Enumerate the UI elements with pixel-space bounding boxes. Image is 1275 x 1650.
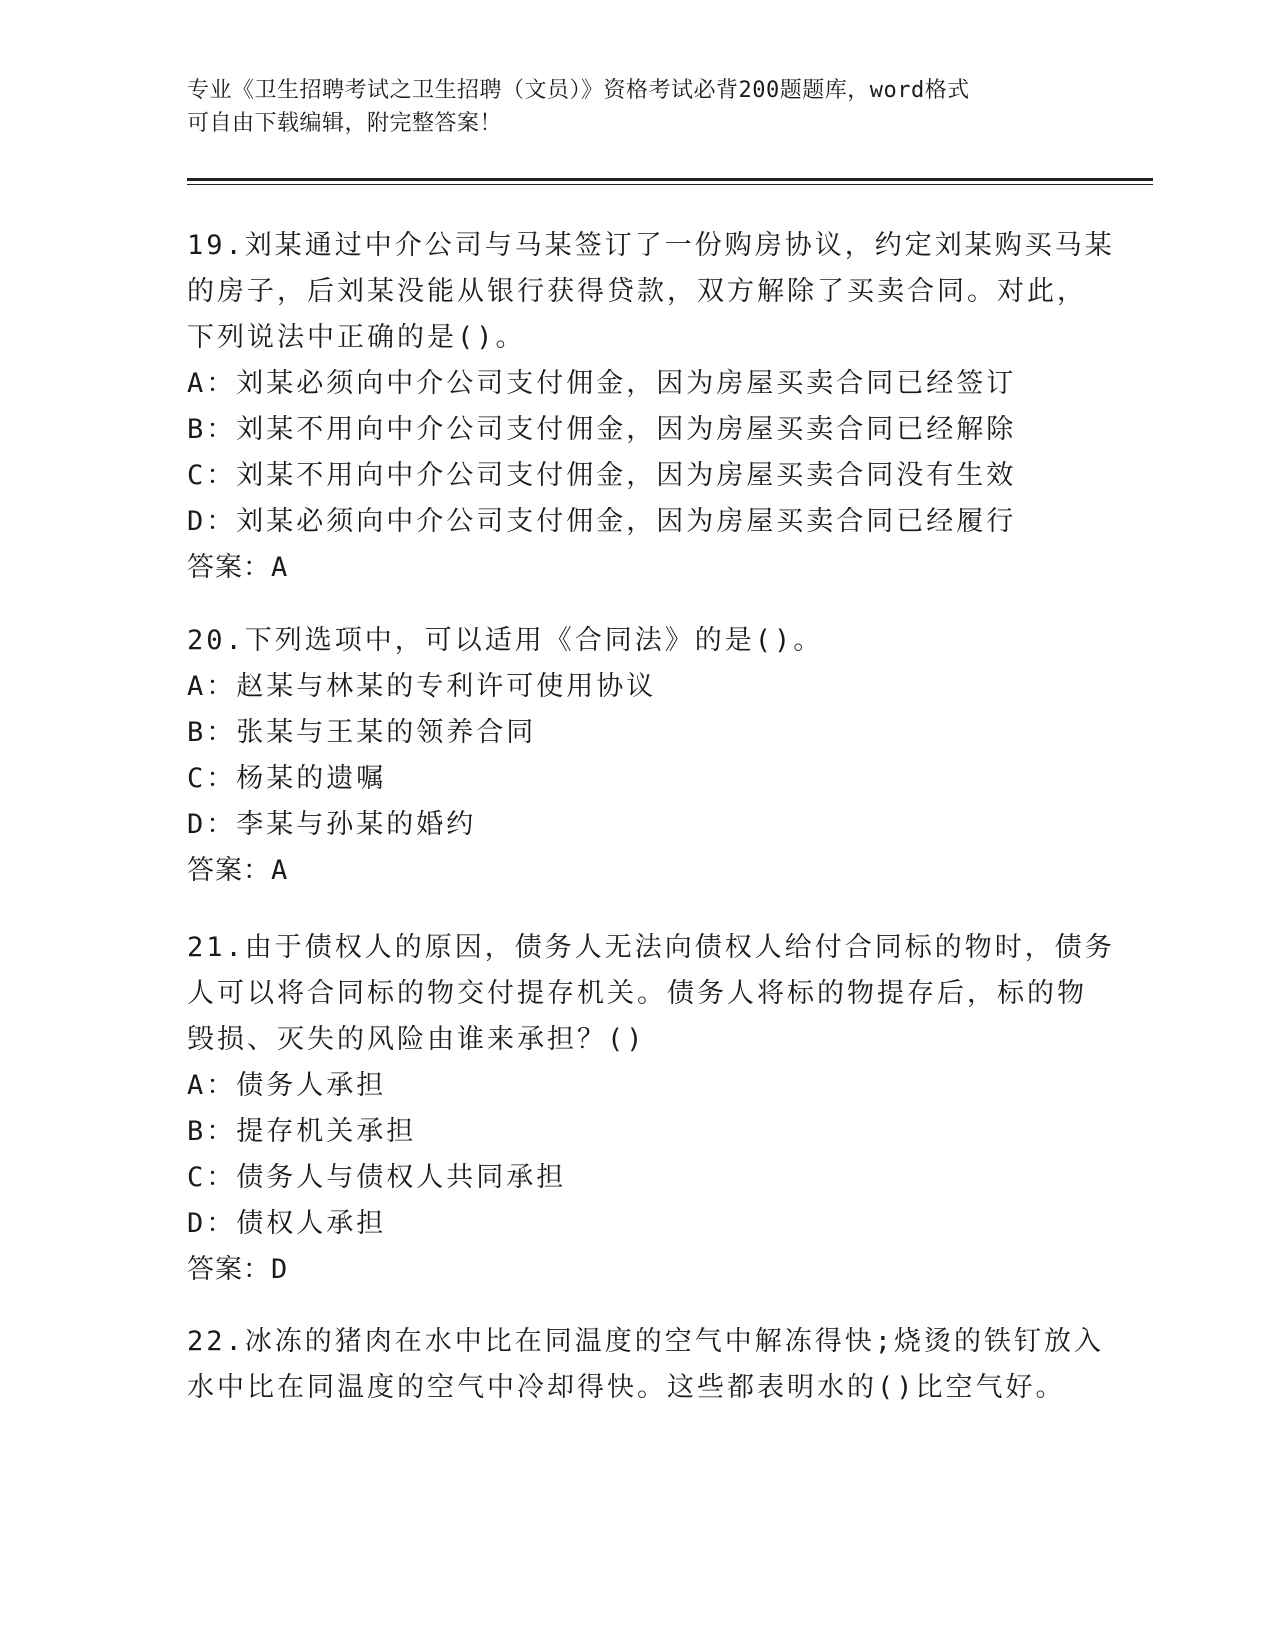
document-header (187, 74, 1077, 140)
question-22 (187, 1319, 1105, 1411)
question-20 (187, 618, 1087, 894)
answer-line: 答案：D (187, 1254, 289, 1285)
option-b: B：张某与王某的领养合同 (187, 717, 537, 748)
question-text-line: 20.下列选项中，可以适用《合同法》的是()。 (187, 625, 824, 656)
option-a: A：债务人承担 (187, 1070, 387, 1101)
header-line-1: 专业《卫生招聘考试之卫生招聘（文员）》资格考试必背200题题库，word格式 (187, 78, 970, 103)
header-line-2: 可自由下载编辑，附完整答案！ (187, 111, 503, 136)
question-text-line: 22.冰冻的猪肉在水中比在同温度的空气中解冻得快;烧烫的铁钉放入 (187, 1326, 1105, 1357)
option-c: C：债务人与债权人共同承担 (187, 1162, 567, 1193)
option-a: A：赵某与林某的专利许可使用协议 (187, 671, 657, 702)
header-divider-thin (187, 184, 1153, 185)
option-b: B：刘某不用向中介公司支付佣金，因为房屋买卖合同已经解除 (187, 414, 1017, 445)
question-19 (187, 223, 1115, 591)
question-text-line: 下列说法中正确的是()。 (187, 322, 526, 353)
question-text-line: 21.由于债权人的原因，债务人无法向债权人给付合同标的物时，债务 (187, 932, 1115, 963)
question-text-line: 毁损、灭失的风险由谁来承担？() (187, 1024, 646, 1055)
header-divider-thick (187, 178, 1153, 181)
option-c: C：刘某不用向中介公司支付佣金，因为房屋买卖合同没有生效 (187, 460, 1017, 491)
question-21 (187, 925, 1115, 1293)
answer-line: 答案：A (187, 552, 289, 583)
question-text-line: 水中比在同温度的空气中冷却得快。这些都表明水的()比空气好。 (187, 1372, 1066, 1403)
option-d: D：李某与孙某的婚约 (187, 809, 477, 840)
option-b: B：提存机关承担 (187, 1116, 417, 1147)
question-text-line: 的房子，后刘某没能从银行获得贷款，双方解除了买卖合同。对此， (187, 276, 1087, 307)
option-c: C：杨某的遗嘱 (187, 763, 387, 794)
answer-line: 答案：A (187, 855, 289, 886)
question-text-line: 人可以将合同标的物交付提存机关。债务人将标的物提存后，标的物 (187, 978, 1087, 1009)
option-d: D：刘某必须向中介公司支付佣金，因为房屋买卖合同已经履行 (187, 506, 1017, 537)
question-text-line: 19.刘某通过中介公司与马某签订了一份购房协议，约定刘某购买马某 (187, 230, 1115, 261)
option-a: A：刘某必须向中介公司支付佣金，因为房屋买卖合同已经签订 (187, 368, 1017, 399)
option-d: D：债权人承担 (187, 1208, 387, 1239)
